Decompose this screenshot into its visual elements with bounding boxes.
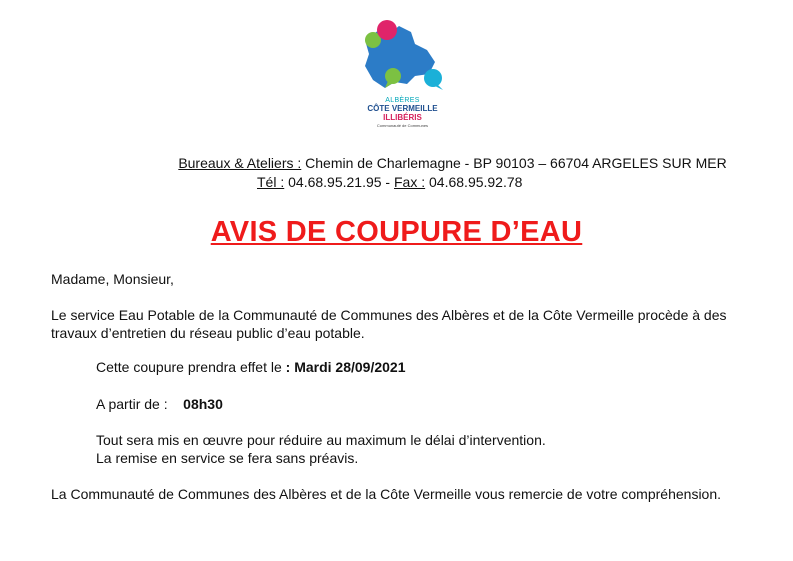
restoration-line: La remise en service se fera sans préavis. bbox=[96, 450, 359, 466]
salutation: Madame, Monsieur, bbox=[51, 271, 174, 287]
contact-line bbox=[0, 173, 793, 191]
effect-date: : Mardi 28/09/2021 bbox=[285, 359, 406, 375]
tel-label: Tél : bbox=[257, 174, 285, 190]
address-label: Bureaux & Ateliers : bbox=[178, 155, 302, 171]
thanks-line: La Communauté de Communes des Albères et de la Côte Vermeille vous remercie de votre compréhension. bbox=[51, 486, 722, 502]
logo-line-communaute: Communauté de Communes bbox=[376, 123, 429, 128]
community-logo bbox=[355, 18, 450, 133]
service-paragraph: Le service Eau Potable de la Communauté de Communes des Albères et de la Côte Vermeille procède à des travaux d’entretien du réseau public d’eau potable. bbox=[51, 307, 727, 341]
address-line bbox=[0, 154, 793, 172]
effect-label: Cette coupure prendra effet le bbox=[96, 359, 286, 375]
logo-line-cote-vermeille: CÔTE VERMEILLE bbox=[367, 104, 438, 113]
start-label: A partir de : bbox=[96, 396, 168, 412]
logo-line-illiberis: ILLIBÉRIS bbox=[383, 113, 422, 122]
logo-line-alberes: ALBÈRES bbox=[385, 97, 420, 104]
effect-date-line bbox=[96, 358, 406, 376]
notice-title: AVIS DE COUPURE D’EAU bbox=[210, 216, 583, 248]
fax-label: Fax : bbox=[394, 174, 426, 190]
start-time-line bbox=[96, 395, 223, 413]
start-time: 08h30 bbox=[183, 396, 223, 412]
address-text: Chemin de Charlemagne - BP 90103 – 66704 ARGELES SUR MER bbox=[301, 155, 727, 171]
fax-number: 04.68.95.92.78 bbox=[425, 174, 523, 190]
tel-number: 04.68.95.21.95 - bbox=[284, 174, 394, 190]
logo-map-icon bbox=[355, 18, 450, 98]
effort-line: Tout sera mis en œuvre pour réduire au maximum le délai d’intervention. bbox=[96, 432, 546, 448]
